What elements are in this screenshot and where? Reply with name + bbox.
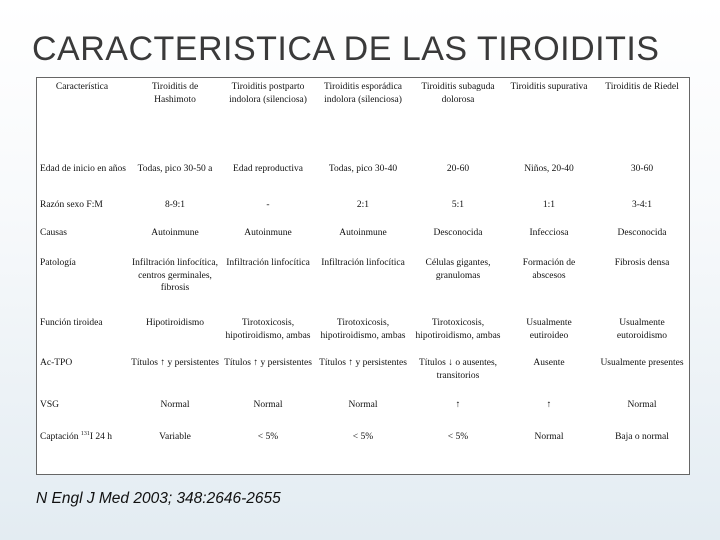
- table-cell: 2:1: [356, 200, 370, 210]
- table-cell: Autoinmune: [244, 228, 292, 238]
- table-cell: Usualmente presentes: [600, 358, 684, 368]
- table-cell: 20-60: [446, 164, 470, 174]
- table-cell: 30-60: [630, 164, 654, 174]
- table-cell: Normal: [348, 400, 378, 410]
- citation: N Engl J Med 2003; 348:2646-2655: [36, 490, 281, 507]
- table-cell: Desconocida: [433, 228, 483, 238]
- table-cell: Todas, pico 30-50 a: [137, 164, 213, 174]
- table-cell: < 5%: [352, 432, 374, 442]
- table-cell: 3-4:1: [631, 200, 653, 210]
- table-cell: Normal: [253, 400, 283, 410]
- thyroiditis-table: [36, 77, 690, 461]
- header-subaguda: Tiroiditis subaguda dolorosa: [421, 82, 495, 105]
- slide-title: CARACTERISTICA DE LAS TIROIDITIS: [32, 30, 660, 68]
- row-label-causas: Causas: [40, 228, 67, 238]
- table-cell: Normal: [160, 400, 190, 410]
- table-row: [36, 163, 690, 199]
- table-cell: ↑: [546, 400, 552, 410]
- table-cell: Células gigantes, granulomas: [425, 258, 491, 281]
- table-row: [36, 399, 690, 431]
- table-cell: Tirotoxicosis, hipotiroidismo, ambas: [225, 318, 311, 341]
- table-cell: Infecciosa: [529, 228, 569, 238]
- table-cell: Títulos ↑ y persistentes: [224, 358, 312, 368]
- table-cell: Títulos ↑ y persistentes: [131, 358, 219, 368]
- header-riedel: Tiroiditis de Riedel: [605, 82, 679, 92]
- table-cell: Baja o normal: [615, 432, 669, 442]
- table-cell: Variable: [159, 432, 191, 442]
- table-cell: 5:1: [451, 200, 465, 210]
- row-label-edad: Edad de inicio en años: [40, 164, 127, 174]
- table-cell: Edad reproductiva: [233, 164, 303, 174]
- row-label-ac-tpo: Ac-TPO: [40, 358, 73, 368]
- table-cell: Autoinmune: [151, 228, 199, 238]
- table-cell: < 5%: [257, 432, 279, 442]
- table-cell: 8-9:1: [164, 200, 186, 210]
- table-row: [36, 431, 690, 461]
- table-row: [36, 199, 690, 227]
- row-label-vsg: VSG: [40, 400, 60, 410]
- table-cell: Normal: [627, 400, 657, 410]
- table-cell: Tirotoxicosis, hipotiroidismo, ambas: [320, 318, 406, 341]
- table-cell: Autoinmune: [339, 228, 387, 238]
- table-cell: Formación de abscesos: [522, 258, 576, 281]
- row-label-captacion: [36, 431, 128, 461]
- table-cell: Títulos ↓ o ausentes, transitorios: [418, 358, 498, 381]
- table-cell: Todas, pico 30-40: [328, 164, 398, 174]
- table-cell: Normal: [534, 432, 564, 442]
- header-postparto: Tiroiditis postparto indolora (silenciosa): [229, 82, 307, 105]
- header-esporadica: Tiroiditis esporádica indolora (silenciosa): [323, 82, 403, 105]
- table-row: [36, 357, 690, 399]
- table-cell: Fibrosis densa: [614, 258, 670, 268]
- row-label-razon-sexo: Razón sexo F:M: [40, 200, 103, 210]
- table-row: [36, 317, 690, 357]
- table-cell: 1:1: [542, 200, 556, 210]
- header-caracteristica: Característica: [55, 82, 109, 92]
- table-cell: Infiltración linfocítica: [321, 258, 405, 268]
- table-cell: -: [266, 200, 270, 210]
- table-cell: Infiltración linfocítica: [226, 258, 310, 268]
- header-hashimoto: Tiroiditis de Hashimoto: [151, 82, 199, 105]
- captacion-label-text: Captación: [40, 432, 81, 443]
- table-cell: Hipotiroidismo: [145, 318, 205, 328]
- header-supurativa: Tiroiditis supurativa: [510, 82, 588, 92]
- table-header-row: [36, 77, 690, 163]
- captacion-label-suffix: I 24 h: [89, 432, 113, 443]
- table-cell: Desconocida: [617, 228, 667, 238]
- table-cell: ↑: [455, 400, 461, 410]
- table-cell: Niños, 20-40: [524, 164, 574, 174]
- table-cell: Usualmente eutoroidismo: [616, 318, 668, 341]
- table-cell: Títulos ↑ y persistentes: [319, 358, 407, 368]
- row-label-patologia: Patología: [40, 258, 76, 268]
- table-cell: < 5%: [447, 432, 469, 442]
- table-row: [36, 227, 690, 257]
- table-row: [36, 257, 690, 317]
- table-cell: Ausente: [533, 358, 565, 368]
- table-cell: Usualmente eutiroideo: [526, 318, 572, 341]
- table-cell: Infiltración linfocítica, centros germinales, fibrosis: [132, 258, 218, 294]
- isotope-superscript: 131: [80, 431, 90, 437]
- table-cell: Tirotoxicosis, hipotiroidismo, ambas: [415, 318, 501, 341]
- row-label-funcion-tiroidea: Función tiroidea: [40, 318, 103, 328]
